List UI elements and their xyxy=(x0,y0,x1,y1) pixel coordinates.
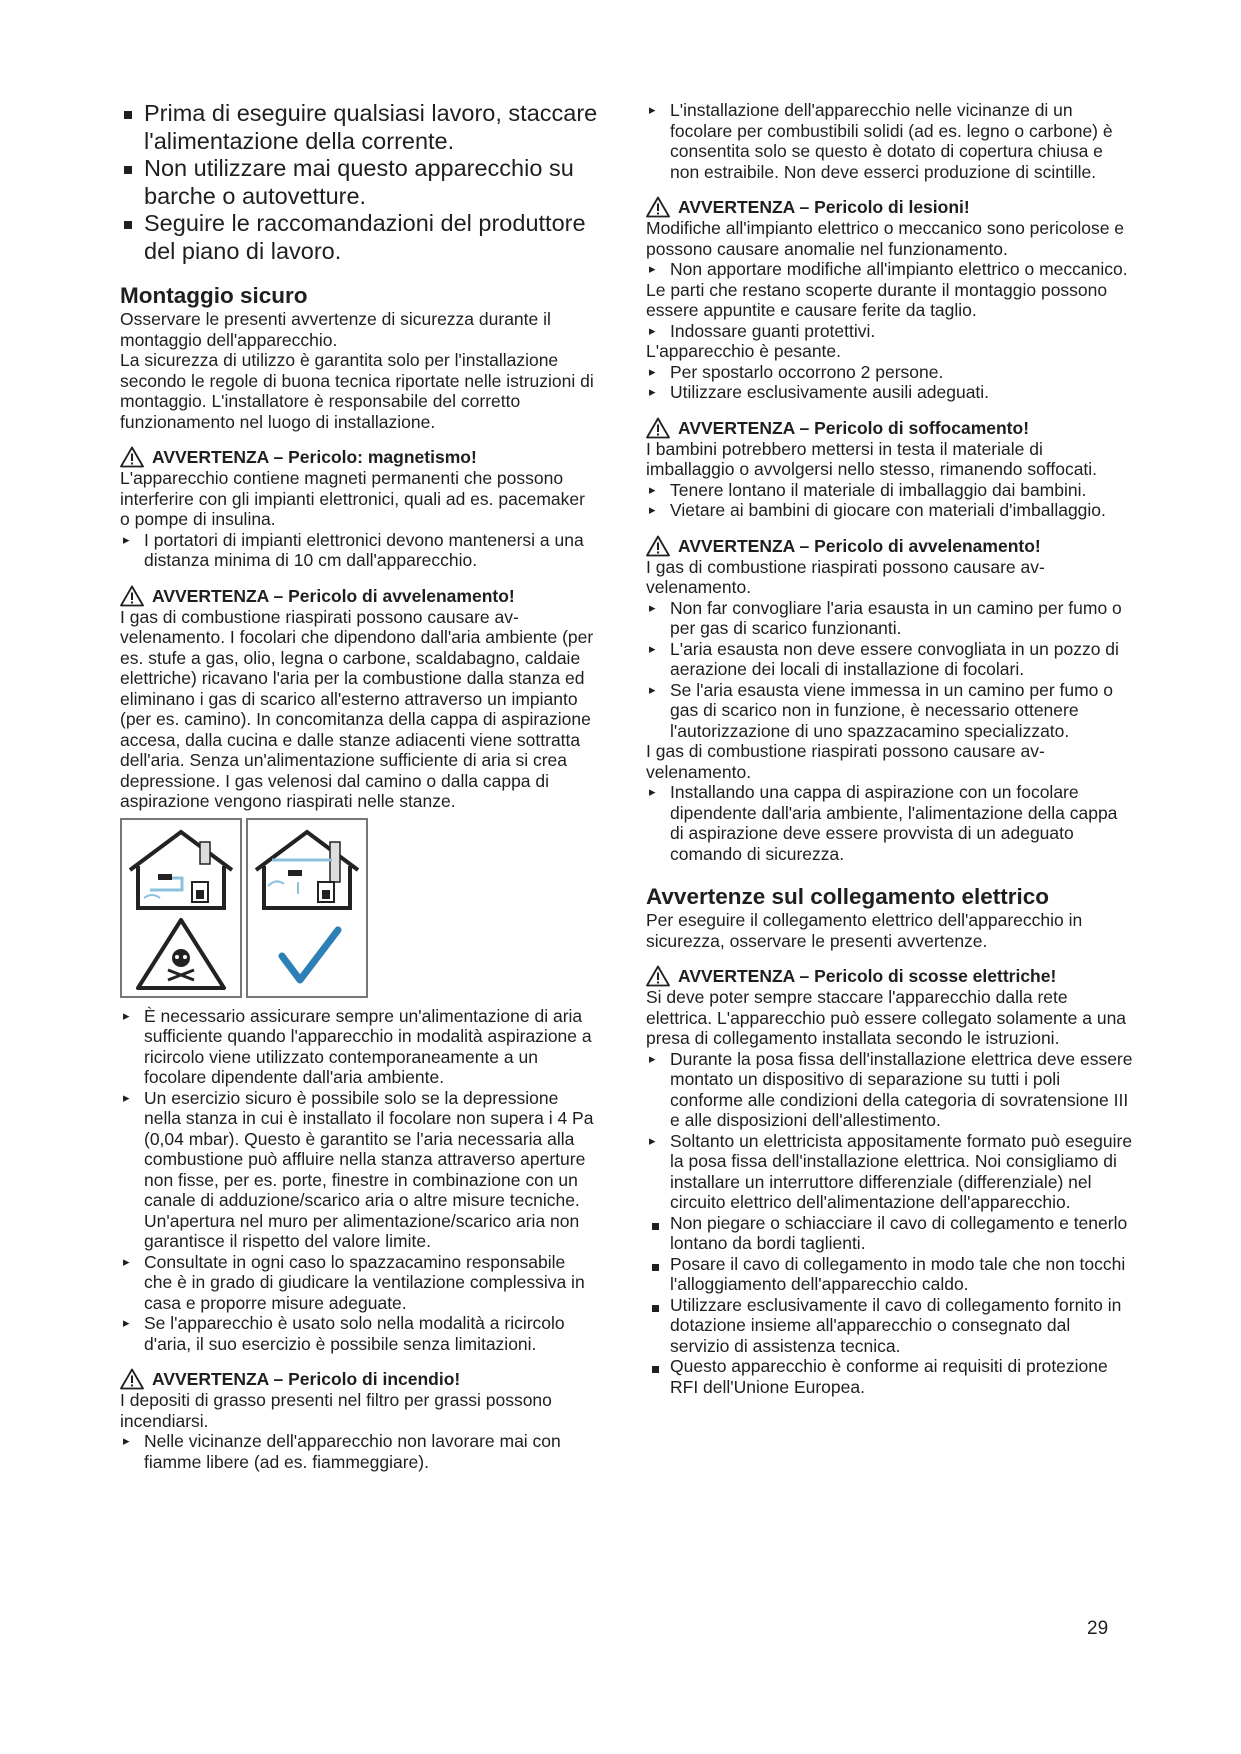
list-item: ▸ Non far convogliare l'aria esausta in un camino per fumo o per gas di scarico funzionanti. xyxy=(646,598,1134,639)
warning-triangle-icon xyxy=(646,535,670,557)
list-item: ▸ È necessario assicurare sempre un'alimentazione di aria sufficiente quando l'apparecchio in modalità aspirazione a ricircolo viene utilizzato contemporaneamente a un focolare dipendente dall'aria ambiente. xyxy=(120,1006,598,1088)
paragraph: I gas di combustione riaspirati possono causare avvelenamento. I focolari che dipendono dall'aria ambiente (per es. stufe a gas, olio, legna o carbone, scaldabagno, caldaie elettriche) ricavano l'aria per la combustione dalla stanza ed eliminano i gas di scarico all'esterno attraverso un impianto (per es. camino). In concomitanza della cappa di aspirazione accesa, dalla cucina e dalle stanze adiacenti viene sottratta dell'aria. Senza un'alimentazione sufficiente di aria si crea depressione. I gas velenosi dal camino o dalla cappa di aspirazione vengono riaspirati nelle stanze. xyxy=(120,606,594,811)
paragraph: I gas di combustione riaspirati possono causare avvelenamento. xyxy=(646,556,1045,597)
warning-title: AVVERTENZA – Pericolo di incendio! xyxy=(152,1369,461,1389)
list-item: Non piegare o schiacciare il cavo di collegamento e tenerlo lontano da bordi taglienti. xyxy=(646,1213,1134,1254)
ventilation-figures xyxy=(120,818,598,998)
list-item: ▸ Soltanto un elettricista appositamente formato può eseguire la posa fissa dell'installazione elettrica. Noi consigliamo di installare un interruttore differenziale (differenziale) nel circuito elettrico dell'alimentazione dell'apparecchio. xyxy=(646,1131,1134,1213)
list-item: ▸ Consultate in ogni caso lo spazzacamino responsabile che è in grado di giudicare la ventilazione complessiva in casa e proporre misure adeguate. xyxy=(120,1252,598,1314)
paragraph: L'apparecchio è pesante. xyxy=(646,341,842,361)
intro-bullet: Non utilizzare mai questo apparecchio su barche o autovetture. xyxy=(120,155,598,210)
paragraph: Osservare le presenti avvertenze di sicurezza durante il montaggio dell'apparecchio. xyxy=(120,309,551,350)
list-item: Utilizzare esclusivamente il cavo di collegamento fornito in dotazione insieme all'apparecchio o consegnato dal servizio di assistenza tecnica. xyxy=(646,1295,1134,1357)
list-item: ▸ Tenere lontano il materiale di imballaggio dai bambini. xyxy=(646,480,1134,501)
paragraph: L'apparecchio contiene magneti permanenti che possono interferire con gli impianti elettronici, quali ad es. pacemaker o pompe di insulina. xyxy=(120,468,585,529)
list-item: Posare il cavo di collegamento in modo tale che non tocchi l'alloggiamento dell'apparecchio caldo. xyxy=(646,1254,1134,1295)
list-item: ▸ L'installazione dell'apparecchio nelle vicinanze di un focolare per combustibili solidi (ad es. legno o carbone) è consentita solo se questo è dotato di copertura chiusa e non estraibile. Non deve esserci produzione di scintille. xyxy=(646,100,1134,182)
warning-triangle-icon xyxy=(120,446,144,468)
section-heading-elettrico: Avvertenze sul collegamento elettrico xyxy=(646,884,1050,909)
section-heading-montaggio: Montaggio sicuro xyxy=(120,283,308,308)
list-item: ▸ Per spostarlo occorrono 2 persone. xyxy=(646,362,1134,383)
house-ok-illustration xyxy=(248,820,366,996)
list-item: Questo apparecchio è conforme ai requisiti di protezione RFI dell'Unione Europea. xyxy=(646,1356,1134,1397)
warning-heading xyxy=(646,196,1134,218)
warning-triangle-icon xyxy=(646,417,670,439)
intro-bullet: Prima di eseguire qualsiasi lavoro, staccare l'alimentazione della corrente. xyxy=(120,100,598,155)
right-column xyxy=(646,100,1134,1397)
warning-triangle-icon xyxy=(120,1368,144,1390)
warning-triangle-icon xyxy=(646,196,670,218)
list-item: ▸ Installando una cappa di aspirazione con un focolare dipendente dall'aria ambiente, l'alimentazione della cappa di aspirazione deve essere provvista di un adeguato comando di sicurezza. xyxy=(646,782,1134,864)
list-item: ▸ Se l'aria esausta viene immessa in un camino per fumo o gas di scarico non in funzione, è necessario ottenere l'autorizzazione di uno spazzacamino specializzato. xyxy=(646,680,1134,742)
paragraph: Per eseguire il collegamento elettrico dell'apparecchio in sicurezza, osservare le presenti avvertenze. xyxy=(646,910,1083,951)
warning-triangle-icon xyxy=(120,585,144,607)
warning-title: AVVERTENZA – Pericolo di soffocamento! xyxy=(678,417,1030,438)
warning-heading xyxy=(120,1368,598,1390)
list-item: ▸ Indossare guanti protettivi. xyxy=(646,321,1134,342)
page-number: 29 xyxy=(1087,1618,1109,1639)
figure-ok xyxy=(246,818,368,998)
warning-heading xyxy=(646,417,1134,439)
paragraph: Si deve poter sempre staccare l'apparecchio dalla rete elettrica. L'apparecchio può essere collegato solamente a una presa di collegamento installata secondo le istruzioni. xyxy=(646,987,1127,1048)
list-item: ▸ Se l'apparecchio è usato solo nella modalità a ricircolo d'aria, il suo esercizio è possibile senza limitazioni. xyxy=(120,1313,598,1354)
list-item: ▸ Utilizzare esclusivamente ausili adeguati. xyxy=(646,382,1134,403)
warning-title: AVVERTENZA – Pericolo di scosse elettriche! xyxy=(678,966,1057,986)
paragraph: I gas di combustione riaspirati possono causare avvelenamento. xyxy=(646,741,1045,782)
house-danger-illustration xyxy=(122,820,240,996)
warning-heading xyxy=(120,585,598,607)
warning-title: AVVERTENZA – Pericolo: magnetismo! xyxy=(152,447,477,467)
warning-title: AVVERTENZA – Pericolo di avvelenamento! xyxy=(678,535,1041,556)
figure-danger xyxy=(120,818,242,998)
warning-title: AVVERTENZA – Pericolo di lesioni! xyxy=(678,197,970,217)
paragraph: I bambini potrebbero mettersi in testa il materiale di imballaggio o avvolgersi nello stesso, rimanendo soffocati. xyxy=(646,438,1098,479)
list-item: ▸ Un esercizio sicuro è possibile solo se la depressione nella stanza in cui è installato il focolare non supera i 4 Pa (0,04 mbar). Questo è garantito se l'aria necessaria alla combustione può affluire nella stanza attraverso aperture non fisse, per es. porte, finestre in combinazione con un canale di adduzione/scarico aria o altre misure tecniche. Un'apertura nel muro per alimentazione/scarico aria non garantisce il rispetto del valore limite. xyxy=(120,1088,598,1252)
list-item: ▸ Nelle vicinanze dell'apparecchio non lavorare mai con fiamme libere (ad es. fiammeggiare). xyxy=(120,1431,598,1472)
list-item: ▸ Non apportare modifiche all'impianto elettrico o meccanico. xyxy=(646,259,1134,280)
paragraph: Modifiche all'impianto elettrico o meccanico sono pericolose e possono causare anomalie nel funzionamento. xyxy=(646,218,1125,259)
warning-heading xyxy=(120,446,598,468)
list-item: ▸ L'aria esausta non deve essere convogliata in un pozzo di aerazione dei locali di installazione di focolari. xyxy=(646,639,1134,680)
paragraph: I depositi di grasso presenti nel filtro per grassi possono incendiarsi. xyxy=(120,1390,552,1431)
warning-triangle-icon xyxy=(646,965,670,987)
list-item: ▸ Vietare ai bambini di giocare con materiali d'imballaggio. xyxy=(646,500,1134,521)
paragraph: La sicurezza di utilizzo è garantita solo per l'installazione secondo le regole di buona tecnica riportate nelle istruzioni di montaggio. L'installatore è responsabile del corretto funzionamento nel luogo di installazione. xyxy=(120,350,594,432)
list-item: ▸ Durante la posa fissa dell'installazione elettrica deve essere montato un dispositivo di separazione su tutti i poli conforme alle condizioni della categoria di sovratensione III e alle disposizioni dell'allestimento. xyxy=(646,1049,1134,1131)
warning-heading xyxy=(646,535,1134,557)
paragraph: Le parti che restano scoperte durante il montaggio possono essere appuntite e causare ferite da taglio. xyxy=(646,279,1108,320)
list-item: ▸ I portatori di impianti elettronici devono mantenersi a una distanza minima di 10 cm dall'apparecchio. xyxy=(120,530,598,571)
intro-bullet: Seguire le raccomandazioni del produttore del piano di lavoro. xyxy=(120,210,598,265)
left-column xyxy=(120,100,598,1472)
warning-heading xyxy=(646,965,1134,987)
warning-title: AVVERTENZA – Pericolo di avvelenamento! xyxy=(152,585,515,606)
